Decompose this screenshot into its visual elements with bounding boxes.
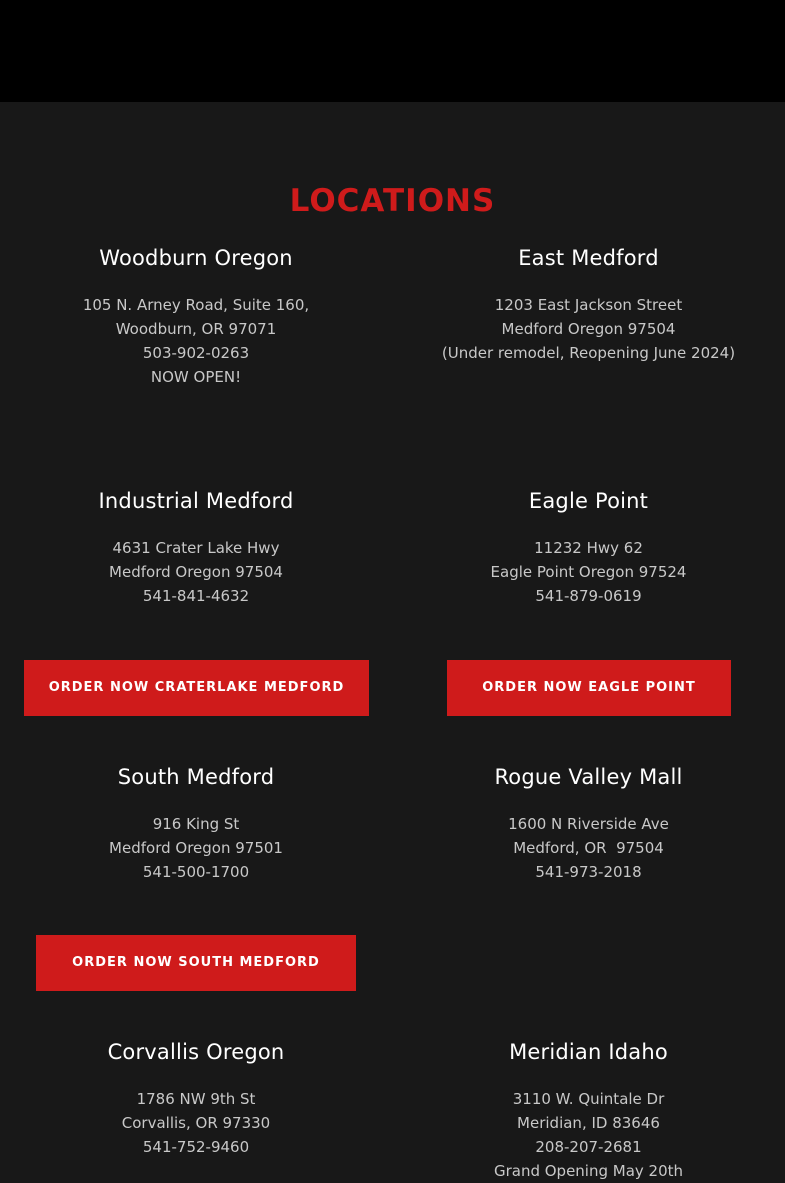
city-line: Medford, OR 97504 xyxy=(513,839,664,857)
phone-link[interactable]: 541-841-4632 xyxy=(142,587,250,605)
address-line: 1786 NW 9th St xyxy=(136,1090,256,1108)
city-line: Meridian, ID 83646 xyxy=(517,1114,660,1132)
phone-link[interactable]: 503-902-0263 xyxy=(142,344,250,362)
order-now-eagle-point-button[interactable]: ORDER NOW EAGLE POINT xyxy=(447,660,731,716)
location-details xyxy=(0,1087,392,1159)
address-line: 916 King St xyxy=(152,815,240,833)
city-line: Woodburn, OR 97071 xyxy=(115,320,277,338)
location-name: South Medford xyxy=(117,765,275,789)
location-details xyxy=(392,293,785,365)
address-line: 105 N. Arney Road, Suite 160, xyxy=(82,296,310,314)
city-line: Medford Oregon 97504 xyxy=(501,320,676,338)
phone-link[interactable]: 541-879-0619 xyxy=(535,587,642,605)
order-now-craterlake-medford-button[interactable]: ORDER NOW CRATERLAKE MEDFORD xyxy=(24,660,369,716)
address-line: 11232 Hwy 62 xyxy=(534,539,643,557)
status-note: (Under remodel, Reopening June 2024) xyxy=(441,344,736,362)
address-line: 4631 Crater Lake Hwy xyxy=(112,539,280,557)
location-card-woodburn xyxy=(0,244,392,389)
location-details xyxy=(392,812,785,884)
location-card-eagle-point xyxy=(392,487,785,608)
city-line: Eagle Point Oregon 97524 xyxy=(490,563,687,581)
location-details xyxy=(0,536,392,608)
location-details xyxy=(392,536,785,608)
city-line: Medford Oregon 97501 xyxy=(109,839,283,857)
location-card-corvallis xyxy=(0,1038,392,1159)
phone-link[interactable]: 541-752-9460 xyxy=(142,1138,250,1156)
phone-link[interactable]: 541-973-2018 xyxy=(535,863,642,881)
location-name: East Medford xyxy=(518,246,659,270)
city-line: Medford Oregon 97504 xyxy=(109,563,283,581)
location-card-south-medford xyxy=(0,763,392,884)
phone-link[interactable]: 541-500-1700 xyxy=(142,863,250,881)
city-line: Corvallis, OR 97330 xyxy=(121,1114,271,1132)
status-note: NOW OPEN! xyxy=(150,368,242,386)
location-name: Corvallis Oregon xyxy=(107,1040,285,1064)
location-details xyxy=(0,812,392,884)
location-name: Meridian Idaho xyxy=(509,1040,668,1064)
location-name: Rogue Valley Mall xyxy=(494,765,683,789)
location-details xyxy=(0,293,392,389)
location-card-rogue-valley-mall xyxy=(392,763,785,884)
status-note: Grand Opening May 20th xyxy=(493,1162,684,1180)
location-name: Eagle Point xyxy=(528,489,649,513)
address-line: 1600 N Riverside Ave xyxy=(508,815,669,833)
phone-link[interactable]: 208-207-2681 xyxy=(535,1138,642,1156)
address-line: 3110 W. Quintale Dr xyxy=(512,1090,665,1108)
address-line: 1203 East Jackson Street xyxy=(494,296,683,314)
location-details xyxy=(392,1087,785,1183)
location-card-east-medford xyxy=(392,244,785,365)
location-card-meridian-idaho xyxy=(392,1038,785,1183)
order-now-south-medford-button[interactable]: ORDER NOW SOUTH MEDFORD xyxy=(36,935,356,991)
location-card-industrial-medford xyxy=(0,487,392,608)
location-name: Industrial Medford xyxy=(98,489,294,513)
section-title: LOCATIONS xyxy=(289,182,496,219)
location-name: Woodburn Oregon xyxy=(99,246,293,270)
top-header-bar xyxy=(0,0,785,102)
